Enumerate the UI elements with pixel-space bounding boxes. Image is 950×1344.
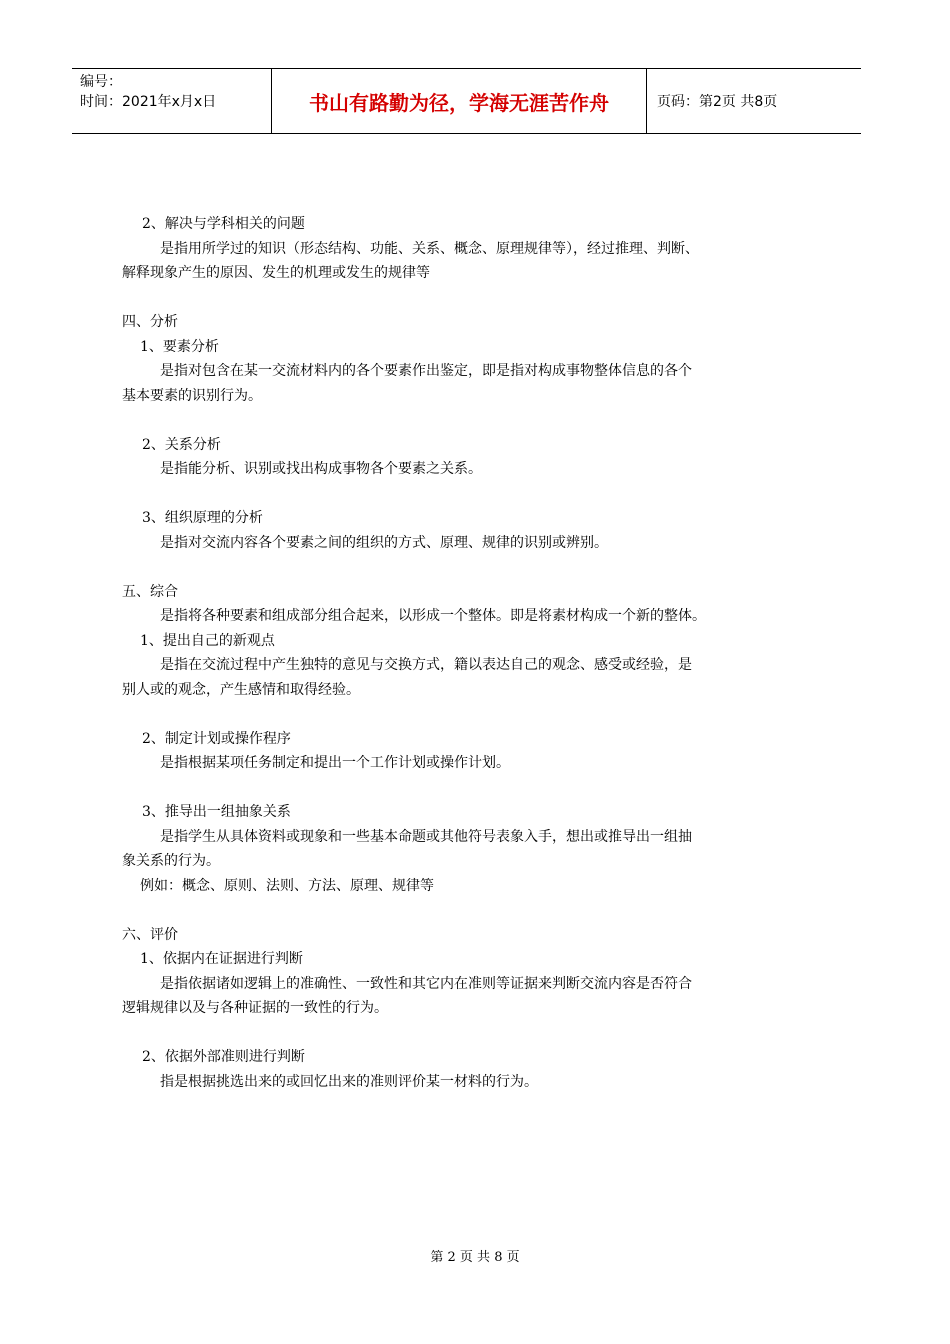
page-footer bbox=[0, 1246, 950, 1265]
section-heading: 2、制定计划或操作程序 bbox=[142, 730, 291, 747]
paragraph-line: 别人或的观念，产生感情和取得经验。 bbox=[122, 681, 360, 698]
paragraph-line: 是指根据某项任务制定和提出一个工作计划或操作计划。 bbox=[160, 755, 510, 771]
section-heading: 2、解决与学科相关的问题 bbox=[142, 216, 305, 232]
spacer bbox=[122, 1021, 822, 1046]
paragraph-line: 解释现象产生的原因、发生的机理或发生的规律等 bbox=[122, 265, 430, 281]
spacer bbox=[122, 286, 822, 311]
paragraph-line: 是指能分析、识别或找出构成事物各个要素之关系。 bbox=[160, 461, 482, 477]
section-heading: 1、依据内在证据进行判断 bbox=[140, 951, 303, 967]
paragraph-line: 是指将各种要素和组成部分组合起来，以形成一个整体。即是将素材构成一个新的整体。 bbox=[160, 608, 706, 624]
section-heading: 2、依据外部准则进行判断 bbox=[142, 1049, 305, 1065]
paragraph-line: 是指学生从具体资料或现象和一些基本命题或其他符号表象入手，想出或推导出一组抽 bbox=[160, 828, 692, 845]
spacer bbox=[122, 482, 822, 507]
chapter-heading: 四、分析 bbox=[122, 314, 178, 330]
paragraph-line: 是指用所学过的知识（形态结构、功能、关系、概念、原理规律等），经过推理、判断、 bbox=[160, 240, 699, 257]
motto-cell bbox=[272, 69, 647, 133]
header-meta-cell bbox=[72, 69, 272, 133]
spacer bbox=[122, 408, 822, 433]
chapter-heading: 五、综合 bbox=[122, 583, 178, 600]
paragraph-line: 是指依据诸如逻辑上的准确性、一致性和其它内在准则等证据来判断交流内容是否符合 bbox=[160, 975, 692, 992]
page-header bbox=[72, 68, 861, 134]
number-label: 编号： bbox=[80, 74, 122, 90]
paragraph-line: 象关系的行为。 bbox=[122, 853, 220, 869]
section-heading: 3、推导出一组抽象关系 bbox=[142, 804, 291, 820]
section-heading: 1、提出自己的新观点 bbox=[140, 632, 275, 649]
spacer bbox=[122, 776, 822, 801]
footer-page-number: 第 2 页 共 8 页 bbox=[430, 1250, 520, 1265]
paragraph-line: 基本要素的识别行为。 bbox=[122, 387, 262, 404]
spacer bbox=[122, 555, 822, 580]
section-heading: 3、组织原理的分析 bbox=[142, 510, 263, 526]
paragraph-line: 是指对交流内容各个要素之间的组织的方式、原理、规律的识别或辨别。 bbox=[160, 534, 608, 551]
page-info-cell bbox=[647, 69, 861, 133]
section-heading: 1、要素分析 bbox=[140, 338, 219, 355]
spacer bbox=[122, 898, 822, 923]
page-info-text: 页码：第2页 共8页 bbox=[657, 94, 778, 110]
motto-text: 书山有路勤为径，学海无涯苦作舟 bbox=[309, 90, 609, 115]
chapter-heading: 六、评价 bbox=[122, 926, 178, 943]
paragraph-line: 指是根据挑选出来的或回忆出来的准则评价某一材料的行为。 bbox=[160, 1073, 538, 1090]
document-body bbox=[122, 212, 822, 1094]
paragraph-line: 是指在交流过程中产生独特的意见与交换方式，籍以表达自己的观念、感受或经验，是 bbox=[160, 657, 692, 673]
spacer bbox=[122, 702, 822, 727]
paragraph-line: 逻辑规律以及与各种证据的一致性的行为。 bbox=[122, 1000, 388, 1016]
paragraph-line: 例如：概念、原则、法则、方法、原理、规律等 bbox=[140, 877, 434, 894]
section-heading: 2、关系分析 bbox=[142, 436, 221, 453]
paragraph-line: 是指对包含在某一交流材料内的各个要素作出鉴定，即是指对构成事物整体信息的各个 bbox=[160, 363, 692, 379]
time-label: 时间：2021年x月x日 bbox=[80, 94, 217, 110]
